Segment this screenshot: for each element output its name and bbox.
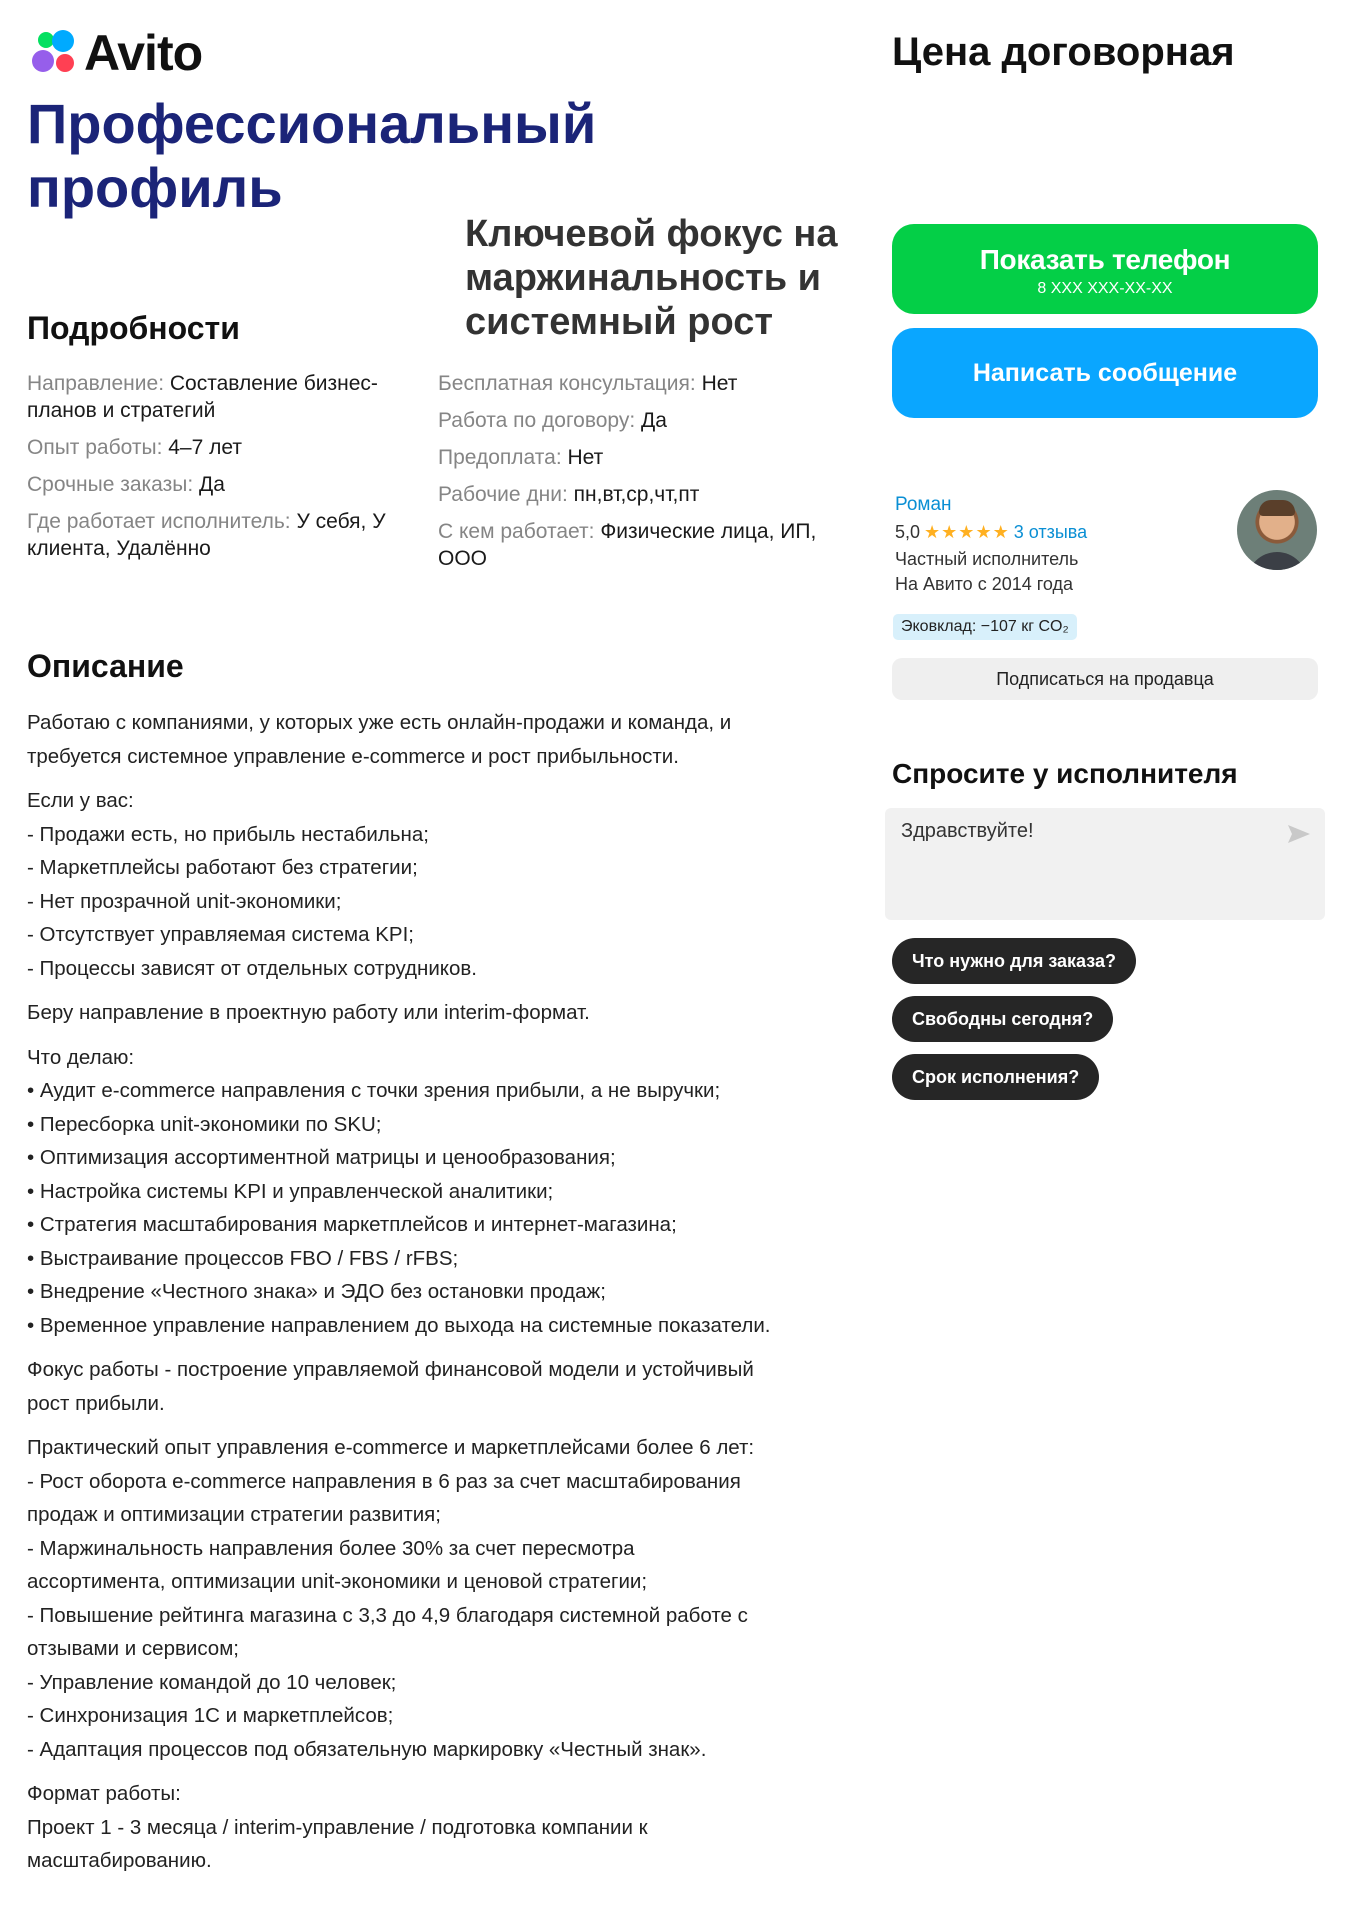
write-message-button[interactable]: Написать сообщение bbox=[892, 328, 1318, 418]
ask-message-box bbox=[885, 808, 1325, 920]
description-line: требуется системное управление e-commerce и рост прибыльности. bbox=[27, 744, 679, 768]
show-phone-label: Показать телефон bbox=[979, 244, 1231, 275]
detail-row bbox=[438, 407, 858, 434]
send-icon[interactable] bbox=[1287, 824, 1311, 844]
description-line: - Маржинальность направления более 30% за счет пересмотра bbox=[27, 1536, 635, 1560]
reviews-link[interactable]: 3 отзыва bbox=[1013, 522, 1088, 542]
detail-value: У себя, У клиента, Удалённо bbox=[27, 510, 386, 560]
quick-question-chip[interactable]: Свободны сегодня? bbox=[892, 996, 1113, 1042]
description-line: отзывами и сервисом; bbox=[27, 1637, 239, 1660]
description-body bbox=[27, 706, 847, 1889]
detail-key: Работа по договору: bbox=[438, 409, 642, 432]
description-line: - Нет прозрачной unit-экономики; bbox=[27, 889, 342, 913]
detail-key: Предоплата: bbox=[438, 446, 568, 469]
description-line: Что делаю: bbox=[27, 1045, 135, 1069]
description-line: • Пересборка unit-экономики по SKU; bbox=[27, 1112, 382, 1136]
detail-row bbox=[438, 481, 858, 508]
seller-type: Частный исполнитель bbox=[895, 549, 1079, 569]
description-line: Практический опыт управления e-commerce и маркетплейсами более 6 лет: bbox=[27, 1436, 755, 1459]
description-line: • Внедрение «Честного знака» и ЭДО без остановки продаж; bbox=[27, 1280, 606, 1303]
detail-value: Да bbox=[199, 473, 225, 496]
subscribe-button[interactable]: Подписаться на продавца bbox=[892, 658, 1318, 700]
detail-key: Опыт работы: bbox=[27, 436, 169, 459]
detail-key: С кем работает: bbox=[438, 520, 601, 543]
description-paragraph bbox=[27, 784, 847, 985]
rating-value: 5,0 bbox=[895, 522, 921, 542]
description-line: - Управление командой до 10 человек; bbox=[27, 1670, 397, 1694]
description-line: • Настройка системы KPI и управленческой аналитики; bbox=[27, 1179, 554, 1203]
description-line: продаж и оптимизации стратегии развития; bbox=[27, 1503, 441, 1526]
detail-value: 4–7 лет bbox=[168, 436, 242, 459]
description-line: - Продажи есть, но прибыль нестабильна; bbox=[27, 822, 429, 846]
seller-rating bbox=[895, 522, 1087, 543]
description-line: • Оптимизация ассортиментной матрицы и ценообразования; bbox=[27, 1146, 616, 1169]
description-line: - Синхронизация 1С и маркетплейсов; bbox=[27, 1704, 394, 1727]
rating-stars-icon: ★★★★★ bbox=[924, 522, 1010, 542]
price-label: Цена договорная bbox=[892, 30, 1235, 74]
description-paragraph bbox=[27, 706, 847, 773]
description-line: Формат работы: bbox=[27, 1782, 181, 1805]
description-line: - Маркетплейсы работают без стратегии; bbox=[27, 856, 418, 879]
detail-row bbox=[27, 508, 412, 562]
avito-logo-icon bbox=[28, 28, 78, 78]
description-line: - Отсутствует управляемая система KPI; bbox=[27, 923, 414, 946]
eco-badge: Эковклад: −107 кг CO₂ bbox=[893, 614, 1077, 640]
seller-avatar[interactable] bbox=[1237, 490, 1317, 570]
details-left-column bbox=[27, 370, 412, 572]
detail-row bbox=[438, 444, 858, 471]
ask-message-input[interactable] bbox=[885, 808, 1325, 920]
description-line: - Адаптация процессов под обязательную маркировку «Честный знак». bbox=[27, 1737, 707, 1761]
quick-question-chip[interactable]: Срок исполнения? bbox=[892, 1054, 1099, 1100]
description-line: ассортимента, оптимизации unit-экономики и ценовой стратегии; bbox=[27, 1570, 648, 1593]
description-paragraph bbox=[27, 1777, 847, 1878]
detail-value: Нет bbox=[701, 372, 738, 395]
detail-row bbox=[438, 370, 858, 397]
show-phone-button[interactable] bbox=[892, 224, 1318, 314]
description-paragraph bbox=[27, 1353, 847, 1420]
phone-masked: 8 XXX XXX-XX-XX bbox=[1037, 280, 1173, 297]
description-paragraph bbox=[27, 1041, 847, 1343]
description-line: - Процессы зависят от отдельных сотрудников. bbox=[27, 956, 477, 980]
details-title: Подробности bbox=[27, 310, 240, 346]
quick-question-chip[interactable]: Что нужно для заказа? bbox=[892, 938, 1136, 984]
detail-row bbox=[438, 518, 858, 572]
detail-value: Физические лица, ИП, ООО bbox=[438, 520, 817, 570]
detail-key: Бесплатная консультация: bbox=[438, 372, 702, 395]
avito-logo[interactable] bbox=[28, 25, 203, 81]
description-title: Описание bbox=[27, 648, 184, 684]
description-line: Проект 1 - 3 месяца / interim-управление / подготовка компании к bbox=[27, 1815, 648, 1839]
description-paragraph bbox=[27, 1431, 847, 1766]
detail-key: Рабочие дни: bbox=[438, 483, 574, 506]
description-line: - Повышение рейтинга магазина с 3,3 до 4,9 благодаря системной работе с bbox=[27, 1603, 748, 1627]
seller-name-link[interactable]: Роман bbox=[895, 494, 952, 515]
detail-key: Срочные заказы: bbox=[27, 473, 199, 496]
profile-headline: Ключевой фокус на маржинальность и системный рост bbox=[465, 213, 838, 343]
avito-logo-text: Avito bbox=[84, 25, 203, 81]
description-line: масштабированию. bbox=[27, 1849, 212, 1872]
detail-row bbox=[27, 471, 412, 498]
description-line: Фокус работы - построение управляемой финансовой модели и устойчивый bbox=[27, 1358, 754, 1381]
description-line: • Стратегия масштабирования маркетплейсов и интернет-магазина; bbox=[27, 1213, 677, 1236]
page-title: Профессиональный профиль bbox=[27, 92, 597, 219]
description-line: Работаю с компаниями, у которых уже есть онлайн-продажи и команда, и bbox=[27, 711, 732, 734]
description-line: - Рост оборота e-commerce направления в 6 раз за счет масштабирования bbox=[27, 1469, 741, 1493]
description-line: рост прибыли. bbox=[27, 1391, 165, 1415]
detail-row bbox=[27, 434, 412, 461]
detail-key: Где работает исполнитель: bbox=[27, 510, 297, 533]
description-line: • Аудит e-commerce направления с точки зрения прибыли, а не выручки; bbox=[27, 1079, 721, 1102]
ask-title: Спросите у исполнителя bbox=[892, 758, 1238, 789]
detail-row bbox=[27, 370, 412, 424]
description-line: • Временное управление направлением до выхода на системные показатели. bbox=[27, 1313, 771, 1337]
detail-value: Составление бизнес-планов и стратегий bbox=[27, 372, 378, 422]
description-line: • Выстраивание процессов FBO / FBS / rFBS; bbox=[27, 1246, 459, 1270]
description-paragraph bbox=[27, 996, 847, 1030]
seller-since: На Авито с 2014 года bbox=[895, 574, 1074, 594]
detail-value: Нет bbox=[567, 446, 604, 469]
description-line: Беру направление в проектную работу или interim-формат. bbox=[27, 1001, 590, 1024]
description-line: Если у вас: bbox=[27, 789, 134, 812]
detail-value: пн,вт,ср,чт,пт bbox=[573, 483, 700, 506]
detail-key: Направление: bbox=[27, 372, 170, 395]
details-right-column bbox=[438, 370, 858, 582]
detail-value: Да bbox=[641, 409, 667, 432]
